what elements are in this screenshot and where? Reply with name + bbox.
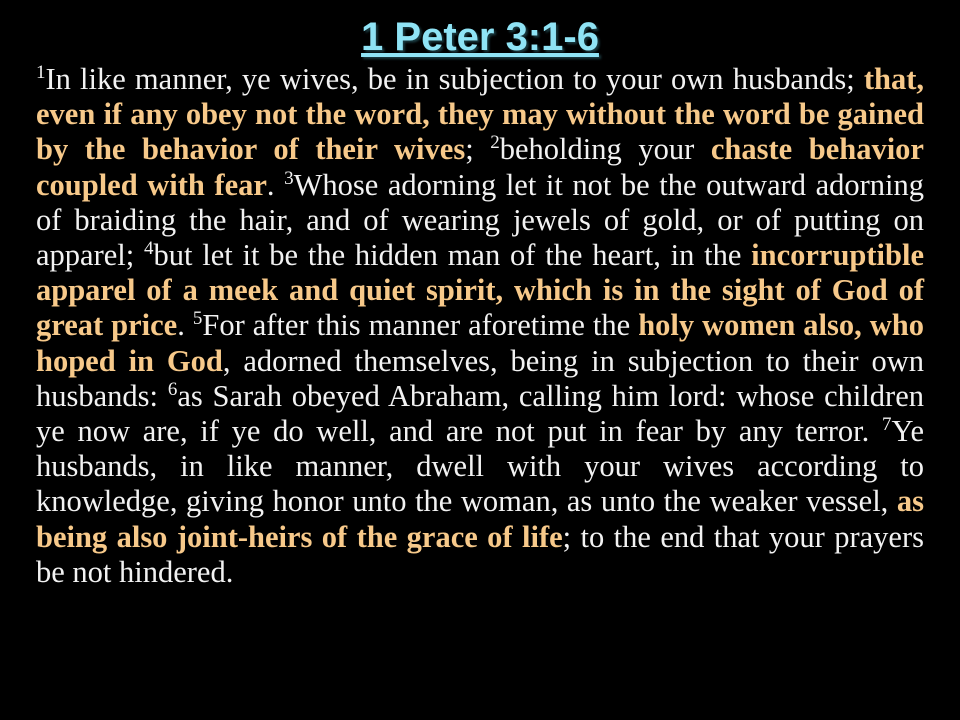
verse-number: 7	[881, 414, 892, 436]
passage-text: .	[177, 308, 193, 343]
passage-text: In like manner, ye wives, be in subjection to your own husbands;	[45, 62, 864, 96]
verse-number: 3	[284, 167, 294, 189]
passage-text: but let it be the hidden man of the heart, in the	[153, 238, 752, 273]
passage-text: as Sarah obeyed Abraham, calling him lord: whose children ye now are, if ye do well, and are not put in fear by any terror.	[36, 378, 925, 449]
verse-number: 1	[36, 62, 46, 83]
highlighted-phrase: chaste behavior coupled with fear	[36, 132, 924, 202]
highlighted-phrase: holy women also, who hoped in God	[36, 308, 925, 378]
verse-number: 6	[167, 378, 178, 400]
verse-number: 2	[490, 132, 500, 154]
verse-number: 4	[144, 238, 154, 260]
passage-text: ;	[465, 132, 491, 167]
passage-text: For after this manner aforetime the	[202, 308, 639, 343]
passage-text: beholding your	[499, 132, 711, 167]
slide-title: 1 Peter 3:1-6	[361, 15, 599, 59]
highlighted-phrase: incorruptible apparel of a meek and quiet spirit, which is in the sight of God of great price	[36, 238, 925, 343]
scripture-passage	[36, 62, 924, 590]
verse-number: 5	[192, 308, 203, 330]
passage-text: Whose adorning let it not be the outward adorning of braiding the hair, and of wearing jewels of gold, or of putting on apparel;	[36, 167, 924, 273]
highlighted-phrase: as being also joint-heirs of the grace of life	[36, 484, 924, 554]
highlighted-phrase: that, even if any obey not the word, they may without the word be gained by the behavior of their wives	[36, 62, 924, 167]
passage-text: ; to the end that your prayers be not hindered.	[36, 519, 924, 589]
passage-text: Ye husbands, in like manner, dwell with your wives according to knowledge, giving honor unto the woman, as unto the weaker vessel,	[36, 414, 924, 519]
passage-text: , adorned themselves, being in subjection to their own husbands:	[36, 343, 924, 413]
passage-text: .	[266, 167, 285, 202]
